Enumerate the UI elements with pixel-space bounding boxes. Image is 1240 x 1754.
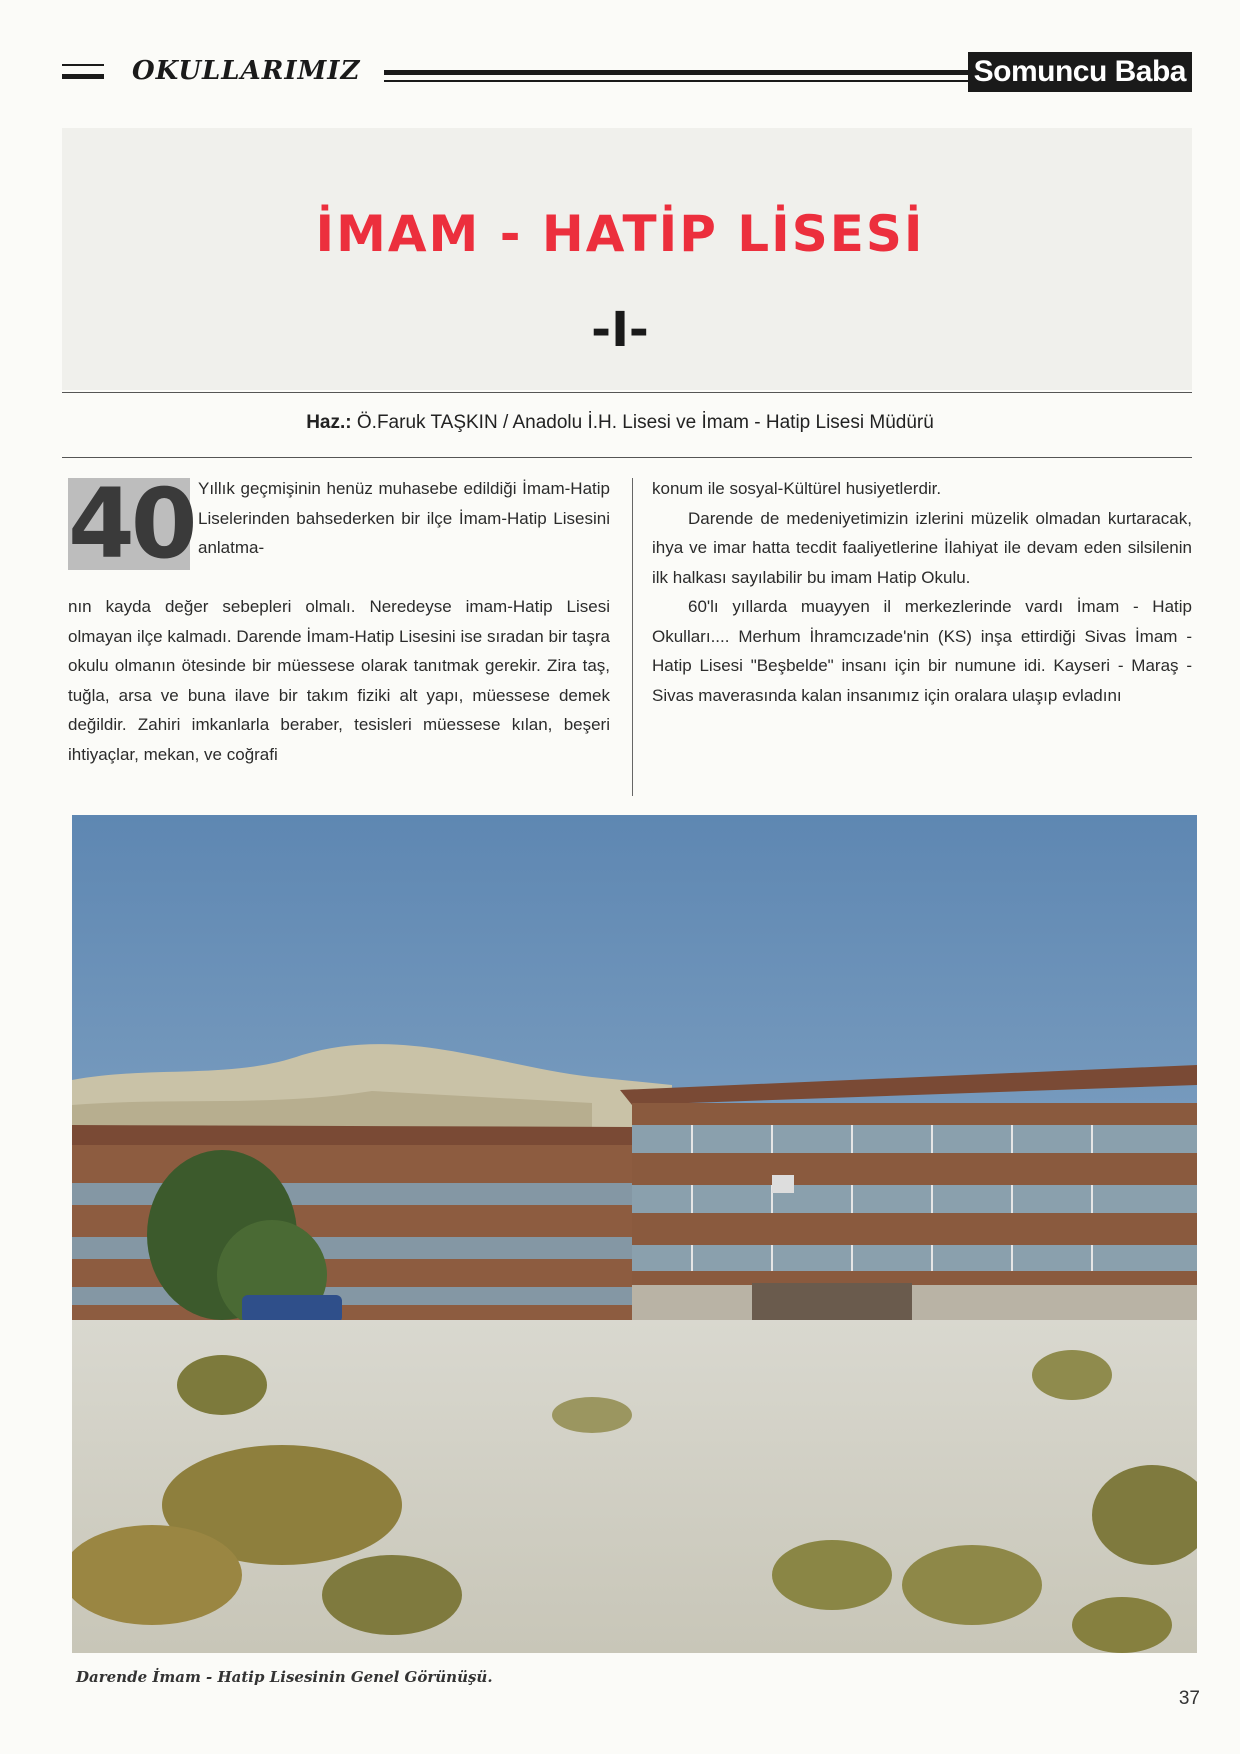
column-2-paragraph-3: 60'lı yıllarda muayyen il merkezlerinde vardı İmam - Hatip Okulları.... Merhum İhramcızade'nin (KS) inşa ettirdiği Sivas İmam - Hatip Lisesi "Beşbelde" insanı için bir numune idi. Kayseri - Maraş - Sivas maverasında kalan insanımız için oralara ulaşıp evladını xyxy=(652,597,1192,705)
column-1-intro-text: Yıllık geçmişinin henüz muhasebe edildiği İmam-Hatip Liselerinden bahsederken bir ilçe İmam-Hatip Lisesini anlatma- xyxy=(198,479,610,557)
byline xyxy=(0,412,1240,434)
byline-label: Haz.: xyxy=(306,412,352,433)
drop-cap-number: 40 xyxy=(68,468,194,580)
page-header xyxy=(62,50,1192,96)
header-rule xyxy=(384,70,1052,75)
column-1-body-text: nın kayda değer sebepleri olmalı. Neredeyse imam-Hatip Lisesi olmayan ilçe kalmadı. Darende İmam-Hatip Lisesini ise sıradan bir taşra okulu olmanın ötesinde bir müessese olarak tanıtmak gerekir. Zira taş, tuğla, arsa ve buna ilave bir takım fiziki alt yapı, müessese demek değildir. Zahiri imkanlarla beraber, tesisleri müessese kılan, beşeri ihtiyaçlar, mekan, ve coğrafi xyxy=(68,597,610,764)
column-divider xyxy=(632,478,633,796)
school-photo-illustration xyxy=(72,815,1197,1653)
page-number: 37 xyxy=(1178,1688,1200,1709)
column-2 xyxy=(652,474,1192,710)
header-dash xyxy=(62,74,104,79)
school-photo xyxy=(72,815,1197,1653)
header-dash-thin xyxy=(62,64,104,66)
magazine-brand: Somuncu Baba xyxy=(968,52,1192,92)
column-2-paragraph-2: Darende de medeniyetimizin izlerini müzelik olmadan kurtaracak, ihya ve imar hatta tecdit faaliyetlerine İlahiyat ile devam eden silsilenin ilk halkası sayılabilir bu imam Hatip Okulu. xyxy=(652,508,1192,587)
column-2-paragraph-1: konum ile sosyal-Kültürel husiyetlerdir. xyxy=(652,479,942,498)
byline-rule-bottom xyxy=(62,457,1192,458)
article-title: İMAM - HATİP LİSESİ xyxy=(315,205,925,263)
column-1-intro xyxy=(198,474,610,563)
byline-rule-top xyxy=(62,392,1192,393)
drop-cap-box xyxy=(68,468,194,580)
article-part-number: -I- xyxy=(591,302,649,358)
byline-author: Ö.Faruk TAŞKIN / Anadolu İ.H. Lisesi ve İmam - Hatip Lisesi Müdürü xyxy=(356,412,934,433)
column-1-body xyxy=(68,592,610,769)
photo-caption: Darende İmam - Hatip Lisesinin Genel Görünüşü. xyxy=(76,1668,493,1686)
section-title: OKULLARIMIZ xyxy=(132,56,361,86)
header-rule-thin xyxy=(384,80,1052,82)
